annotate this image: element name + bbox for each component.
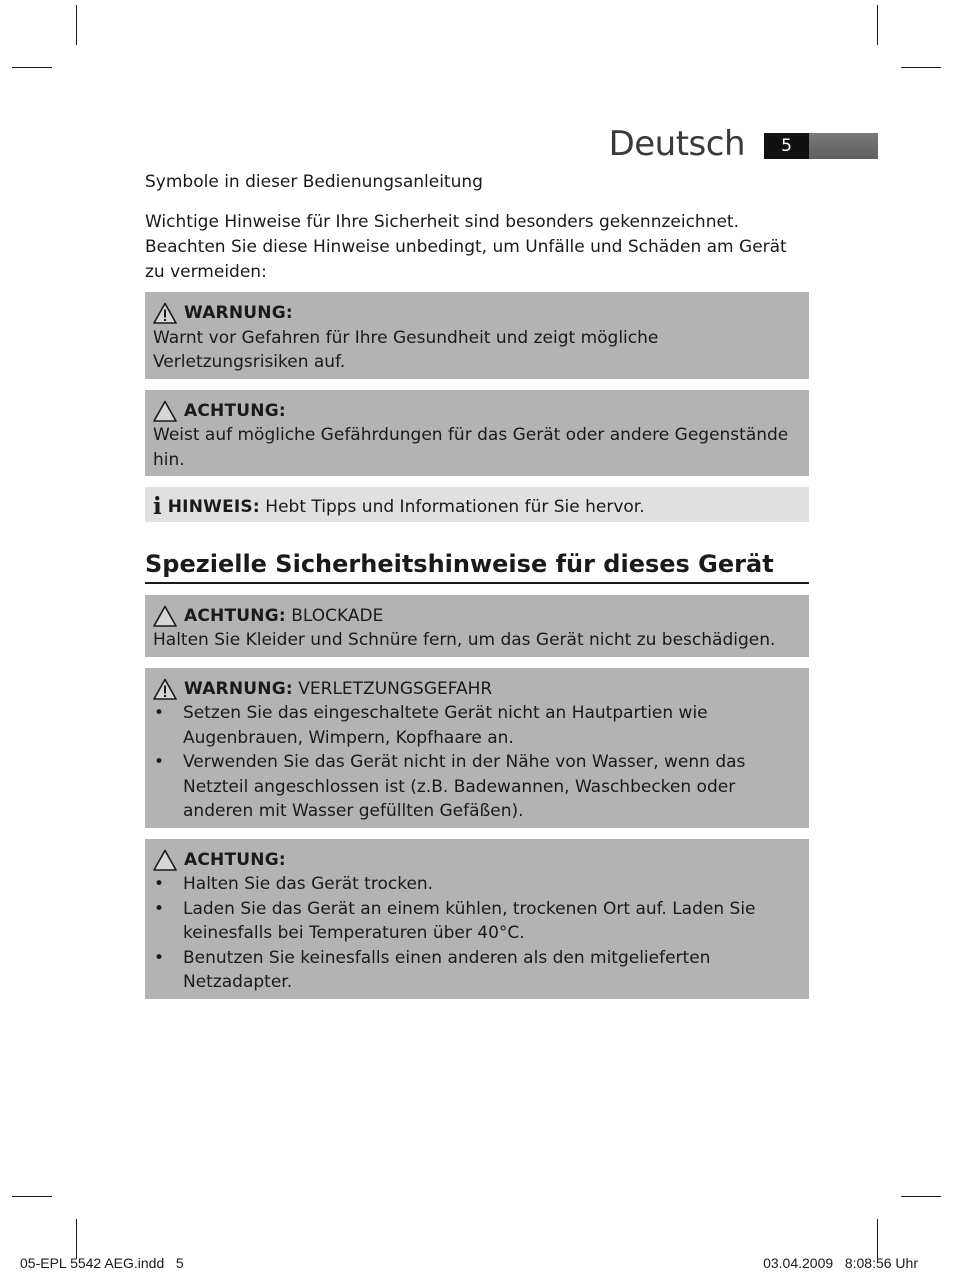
warning-triangle-icon <box>153 605 177 627</box>
page-number: 5 <box>764 133 809 159</box>
warning-triangle-icon <box>153 302 177 324</box>
legend-warnung-box <box>145 292 809 379</box>
section-heading: Spezielle Sicherheitshinweise für dieses Gerät <box>145 548 809 584</box>
notice-text: Hebt Tipps und Informationen für Sie hervor. <box>265 497 645 517</box>
footer-timestamp: 03.04.2009 8:08:56 Uhr <box>763 1255 918 1271</box>
crop-mark <box>76 1219 77 1259</box>
symbols-heading: Symbole in dieser Bedienungsanleitung <box>145 172 483 192</box>
page-header-bar <box>809 133 878 159</box>
crop-mark <box>76 5 77 45</box>
crop-mark <box>901 67 941 68</box>
info-icon: i <box>153 493 162 521</box>
page-title: Deutsch <box>608 124 745 164</box>
crop-mark <box>877 1219 878 1259</box>
notice-list <box>153 701 801 824</box>
crop-mark <box>12 1196 52 1197</box>
notice-label: WARNUNG: <box>184 303 293 323</box>
legend-hinweis-box <box>145 487 809 522</box>
notice-text: Halten Sie Kleider und Schnüre fern, um das Gerät nicht zu beschädigen. <box>153 630 776 650</box>
notice-list <box>153 872 801 995</box>
list-item: • Benutzen Sie keinesfalls einen anderen als den mitgelieferten Netzadapter. <box>153 946 801 995</box>
notice-subtitle: BLOCKADE <box>291 605 384 626</box>
notice-text: Warnt vor Gefahren für Ihre Gesundheit und zeigt mögliche Verletzungsrisiken auf. <box>153 327 659 372</box>
footer-file: 05-EPL 5542 AEG.indd 5 <box>20 1255 184 1271</box>
list-item: • Halten Sie das Gerät trocken. <box>153 872 801 897</box>
crop-mark <box>877 5 878 45</box>
list-item: • Laden Sie das Gerät an einem kühlen, trockenen Ort auf. Laden Sie keinesfalls bei Temperaturen über 40°C. <box>153 897 801 946</box>
notice-verletzung-box <box>145 668 809 828</box>
notice-label: ACHTUNG: <box>184 400 286 421</box>
intro-text: Wichtige Hinweise für Ihre Sicherheit sind besonders gekennzeichnet. Beachten Sie diese Hinweise unbedingt, um Unfälle und Schäden am Gerät zu vermeiden: <box>145 212 787 282</box>
notice-achtung-list-box <box>145 839 809 999</box>
notice-label: ACHTUNG: <box>184 605 286 626</box>
notice-text: Weist auf mögliche Gefährdungen für das Gerät oder andere Gegenstände hin. <box>153 425 789 470</box>
crop-mark <box>12 67 52 68</box>
list-item: • Setzen Sie das eingeschaltete Gerät nicht an Hautpartien wie Augenbrauen, Wimpern, Kopfhaare an. <box>153 701 801 750</box>
notice-blockade-box <box>145 595 809 657</box>
list-item: • Verwenden Sie das Gerät nicht in der Nähe von Wasser, wenn das Netzteil angeschlossen ist (z.B. Badewannen, Waschbecken oder anderen mit Wasser gefüllten Gefäßen). <box>153 750 801 824</box>
warning-triangle-icon <box>153 678 177 700</box>
notice-label: ACHTUNG: <box>184 849 286 870</box>
page-content <box>145 170 809 1010</box>
warning-triangle-icon <box>153 400 177 422</box>
warning-triangle-icon <box>153 849 177 871</box>
notice-subtitle: VERLETZUNGSGEFAHR <box>298 678 493 699</box>
notice-label: HINWEIS: <box>167 497 260 517</box>
crop-mark <box>901 1196 941 1197</box>
notice-label: WARNUNG: <box>184 678 293 699</box>
legend-achtung-box <box>145 390 809 477</box>
